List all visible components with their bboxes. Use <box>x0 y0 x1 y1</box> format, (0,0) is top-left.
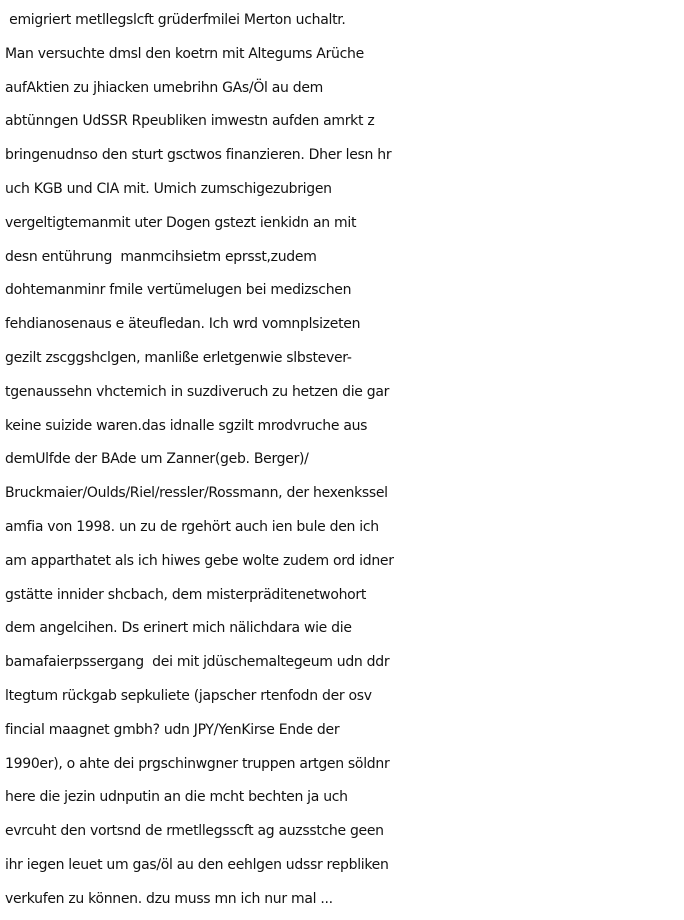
text-line-23: 1990er), o ahte dei prgschinwgner truppen artgen söldnr <box>5 755 390 772</box>
text-line-9: dohtemanminr fmile vertümelugen bei medizschen <box>5 282 352 299</box>
text-line-2: Man versuchte dmsl den koetrn mit Altegums Arüche <box>5 45 364 62</box>
text-line-26: ihr iegen leuet um gas/öl au den eehlgen udssr repbliken <box>5 856 389 873</box>
text-line-21: ltegtum rückgab sepkuliete (japscher rtenfodn der osv <box>5 687 372 704</box>
text-line-4: abtünngen UdSSR Rpeubliken imwestn aufden amrkt z <box>5 113 375 130</box>
text-line-17: am apparthatet als ich hiwes gebe wolte zudem ord idner <box>5 552 394 569</box>
text-line-16: amfia von 1998. un zu de rgehört auch ien bule den ich <box>5 518 379 535</box>
text-line-10: fehdianosenaus e äteufledan. Ich wrd vomnplsizeten <box>5 316 361 333</box>
text-line-13: keine suizide waren.das idnalle sgzilt mrodvruche aus <box>5 417 368 434</box>
text-line-18: gstätte innider shcbach, dem misterpräditenetwohort <box>5 586 367 603</box>
text-line-3: aufAktien zu jhiacken umebrihn GAs/Öl au dem <box>5 79 324 96</box>
text-line-6: uch KGB und CIA mit. Umich zumschigezubrigen <box>5 180 332 197</box>
text-line-20: bamafaierpssergang dei mit jdüschemaltegeum udn ddr <box>5 654 390 671</box>
text-line-25: evrcuht den vortsnd de rmetllegsscft ag auzsstche geen <box>5 823 384 840</box>
text-line-22: fincial maagnet gmbh? udn JPY/YenKirse Ende der <box>5 721 340 738</box>
text-line-12: tgenaussehn vhctemich in suzdiveruch zu hetzen die gar <box>5 383 390 400</box>
text-line-14: demUlfde der BAde um Zanner(geb. Berger)/ <box>5 451 309 468</box>
text-line-19: dem angelcihen. Ds erinert mich nälichdara wie die <box>5 620 352 637</box>
text-line-7: vergeltigtemanmit uter Dogen gstezt ienkidn an mit <box>5 214 357 231</box>
text-line-5: bringenudnso den sturt gsctwos finanzieren. Dher lesn hr <box>5 147 392 164</box>
text-line-15: Bruckmaier/Oulds/Riel/ressler/Rossmann, der hexenkssel <box>5 485 388 502</box>
text-line-11: gezilt zscggshclgen, manliße erletgenwie slbstever- <box>5 349 352 366</box>
text-line-27: verkufen zu können. dzu muss mn ich nur mal ... <box>5 890 333 907</box>
text-line-24: here die jezin udnputin an die mcht bechten ja uch <box>5 789 348 806</box>
text-line-8: desn entührung manmcihsietm eprsst,zudem <box>5 248 317 265</box>
text-line-1: emigriert metllegslcft grüderfmilei Merton uchaltr. <box>5 12 346 28</box>
